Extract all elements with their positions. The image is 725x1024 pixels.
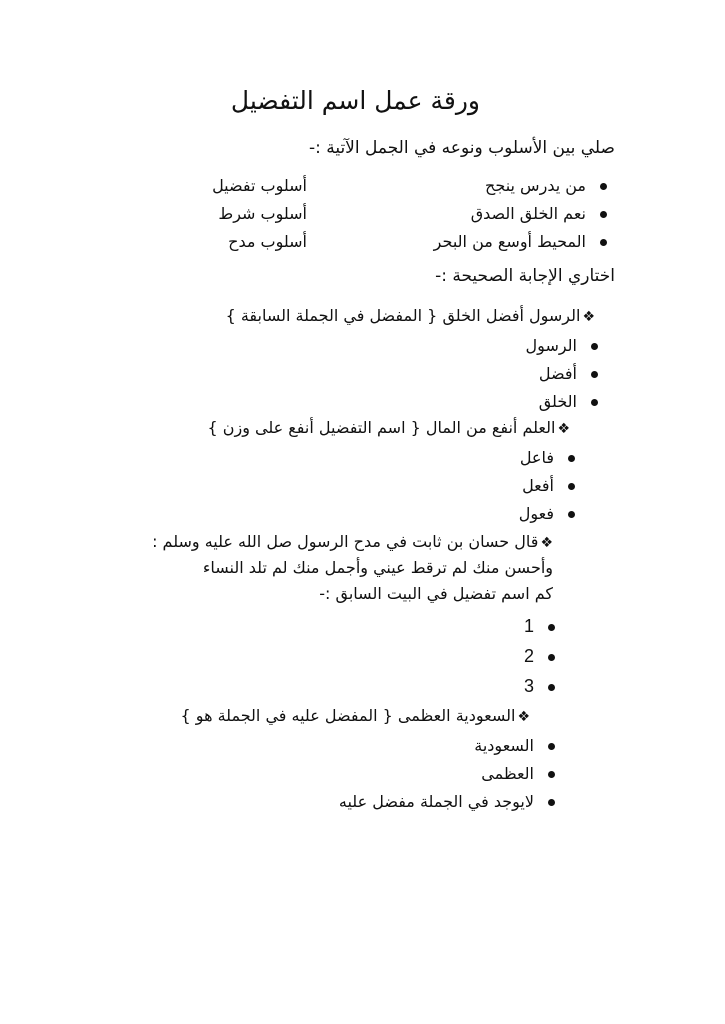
q4-option-2[interactable]: العظمى [481, 764, 555, 783]
match-type-3: أسلوب مدح [228, 232, 307, 251]
bullet-icon [548, 771, 555, 778]
q3-option-3[interactable]: 3 [524, 676, 555, 697]
bullet-icon [548, 684, 555, 691]
choice-instruction: اختاري الإجابة الصحيحة :- [435, 266, 615, 286]
bullet-icon [591, 343, 598, 350]
q3-option-1[interactable]: 1 [524, 616, 555, 637]
matching-instruction: صلي بين الأسلوب ونوعه في الجمل الآتية :- [308, 138, 615, 158]
diamond-bullet-icon: ❖ [582, 309, 595, 325]
question-4: ❖السعودية العظمى { المفضل عليه في الجملة هو } [180, 706, 530, 725]
bullet-icon [548, 654, 555, 661]
bullet-icon [600, 183, 607, 190]
bullet-icon [568, 455, 575, 462]
q1-option-3[interactable]: الخلق [539, 392, 598, 411]
q2-option-2[interactable]: أفعل [522, 476, 575, 495]
q2-option-3[interactable]: فعول [519, 504, 575, 523]
q3-verse: وأحسن منك لم ترقط عيني وأجمل منك لم تلد النساء [202, 558, 553, 577]
match-sentence-1: من يدرس ينجح [485, 176, 607, 195]
bullet-icon [568, 483, 575, 490]
bullet-icon [548, 743, 555, 750]
bullet-icon [591, 371, 598, 378]
q3-option-2[interactable]: 2 [524, 646, 555, 667]
question-3: ❖قال حسان بن ثابت في مدح الرسول صل الله عليه وسلم : [152, 532, 553, 551]
diamond-bullet-icon: ❖ [517, 709, 530, 725]
match-sentence-3: المحيط أوسع من البحر [434, 232, 607, 251]
question-2: ❖العلم أنفع من المال { اسم التفضيل أنفع على وزن } [207, 418, 570, 437]
match-type-1: أسلوب تفضيل [212, 176, 307, 195]
match-sentence-2: نعم الخلق الصدق [471, 204, 607, 223]
q4-option-3[interactable]: لايوجد في الجملة مفضل عليه [339, 792, 555, 811]
q4-option-1[interactable]: السعودية [474, 736, 555, 755]
bullet-icon [548, 624, 555, 631]
bullet-icon [548, 799, 555, 806]
bullet-icon [568, 511, 575, 518]
q1-option-1[interactable]: الرسول [526, 336, 598, 355]
q1-option-2[interactable]: أفضل [539, 364, 598, 383]
diamond-bullet-icon: ❖ [557, 421, 570, 437]
diamond-bullet-icon: ❖ [540, 535, 553, 551]
match-type-2: أسلوب شرط [218, 204, 307, 223]
page-title: ورقة عمل اسم التفضيل [230, 86, 480, 115]
bullet-icon [600, 239, 607, 246]
bullet-icon [600, 211, 607, 218]
q3-prompt: كم اسم تفضيل في البيت السابق :- [319, 584, 553, 603]
bullet-icon [591, 399, 598, 406]
q2-option-1[interactable]: فاعل [520, 448, 575, 467]
question-1: ❖الرسول أفضل الخلق { المفضل في الجملة السابقة } [225, 306, 595, 325]
